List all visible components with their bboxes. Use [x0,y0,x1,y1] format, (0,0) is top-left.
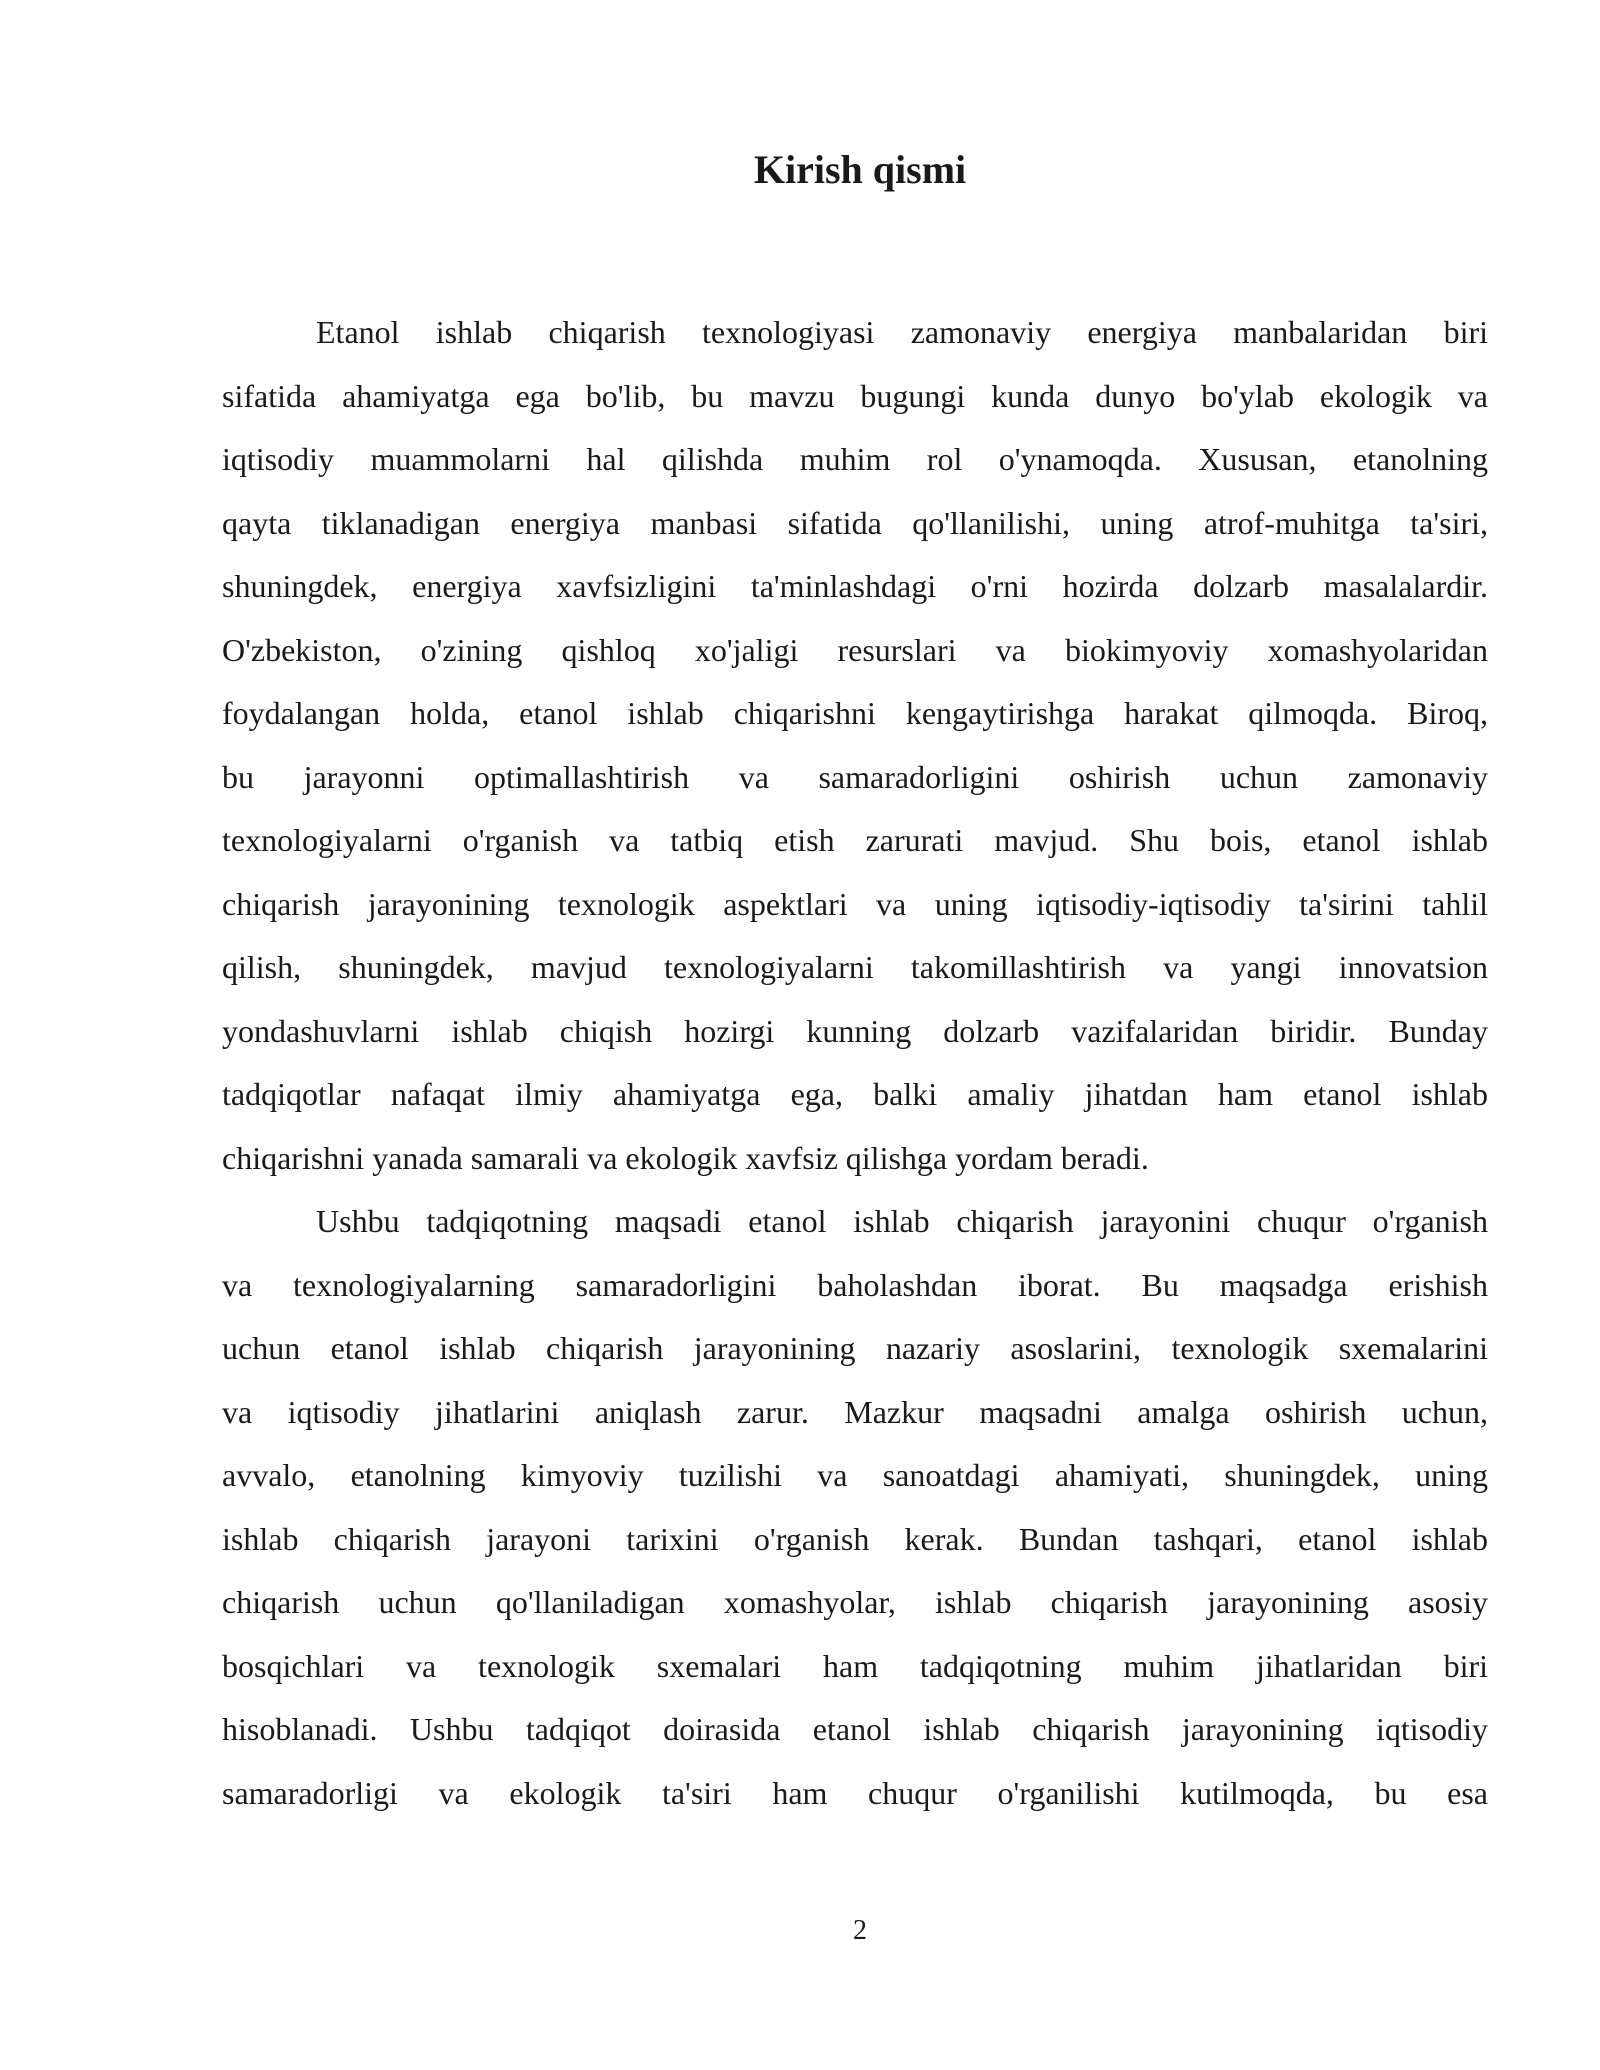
paragraph-2-line: bosqichlari va texnologik sxemalari ham tadqiqotning muhim jihatlaridan biri [222,1647,1488,1684]
section-title: Kirish qismi [753,147,967,192]
paragraph-1-line: qilish, shuningdek, mavjud texnologiyalarni takomillashtirish va yangi innovatsion [222,949,1488,985]
page-number: 2 [853,1915,867,1946]
paragraph-1-line: chiqarish jarayonining texnologik aspektlari va uning iqtisodiy-iqtisodiy ta'sirini tahlil [222,885,1488,922]
paragraph-2-line: chiqarish uchun qo'llaniladigan xomashyolar, ishlab chiqarish jarayonining asosiy [222,1584,1488,1620]
paragraph-1-line: yondashuvlarni ishlab chiqish hozirgi kunning dolzarb vazifalaridan biridir. Bunday [222,1012,1488,1049]
paragraph-2-line: va iqtisodiy jihatlarini aniqlash zarur. Mazkur maqsadni amalga oshirish uchun, [222,1393,1488,1430]
paragraph-1-line: iqtisodiy muammolarni hal qilishda muhim rol o'ynamoqda. Xususan, etanolning [222,441,1488,477]
paragraph-2-line: samaradorligi va ekologik ta'siri ham chuqur o'rganilishi kutilmoqda, bu esa [222,1774,1488,1811]
paragraph-1-line: texnologiyalarni o'rganish va tatbiq etish zarurati mavjud. Shu bois, etanol ishlab [222,822,1488,858]
paragraph-1-line: Etanol ishlab chiqarish texnologiyasi zamonaviy energiya manbalaridan biri [316,314,1488,350]
paragraph-1-line: O'zbekiston, o'zining qishloq xo'jaligi resurslari va biokimyoviy xomashyolaridan [222,631,1488,668]
paragraph-1-line: foydalangan holda, etanol ishlab chiqarishni kengaytirishga harakat qilmoqda. Biroq, [222,695,1488,731]
paragraph-1-line: qayta tiklanadigan energiya manbasi sifatida qo'llanilishi, uning atrof-muhitga ta'siri, [222,504,1488,541]
body-text [222,301,1488,1825]
paragraph-1-line: tadqiqotlar nafaqat ilmiy ahamiyatga ega, balki amaliy jihatdan ham etanol ishlab [222,1076,1488,1112]
paragraph-2-line: Ushbu tadqiqotning maqsadi etanol ishlab chiqarish jarayonini chuqur o'rganish [316,1203,1488,1239]
paragraph-2-line: avvalo, etanolning kimyoviy tuzilishi va sanoatdagi ahamiyati, shuningdek, uning [222,1457,1488,1493]
paragraph-1-line: chiqarishni yanada samarali va ekologik xavfsiz qilishga yordam beradi. [222,1139,1149,1176]
paragraph-2-line: va texnologiyalarning samaradorligini baholashdan iborat. Bu maqsadga erishish [222,1266,1488,1303]
paragraph-2-line: uchun etanol ishlab chiqarish jarayonining nazariy asoslarini, texnologik sxemalarini [222,1330,1488,1366]
paragraph-1-line: bu jarayonni optimallashtirish va samaradorligini oshirish uchun zamonaviy [222,758,1488,795]
paragraph-2-line: ishlab chiqarish jarayoni tarixini o'rganish kerak. Bundan tashqari, etanol ishlab [222,1520,1488,1557]
paragraph-1-line: shuningdek, energiya xavfsizligini ta'minlashdagi o'rni hozirda dolzarb masalalardir. [222,568,1488,604]
paragraph-1-line: sifatida ahamiyatga ega bo'lib, bu mavzu bugungi kunda dunyo bo'ylab ekologik va [222,377,1488,414]
paragraph-2-line: hisoblanadi. Ushbu tadqiqot doirasida etanol ishlab chiqarish jarayonining iqtisodiy [222,1711,1488,1747]
